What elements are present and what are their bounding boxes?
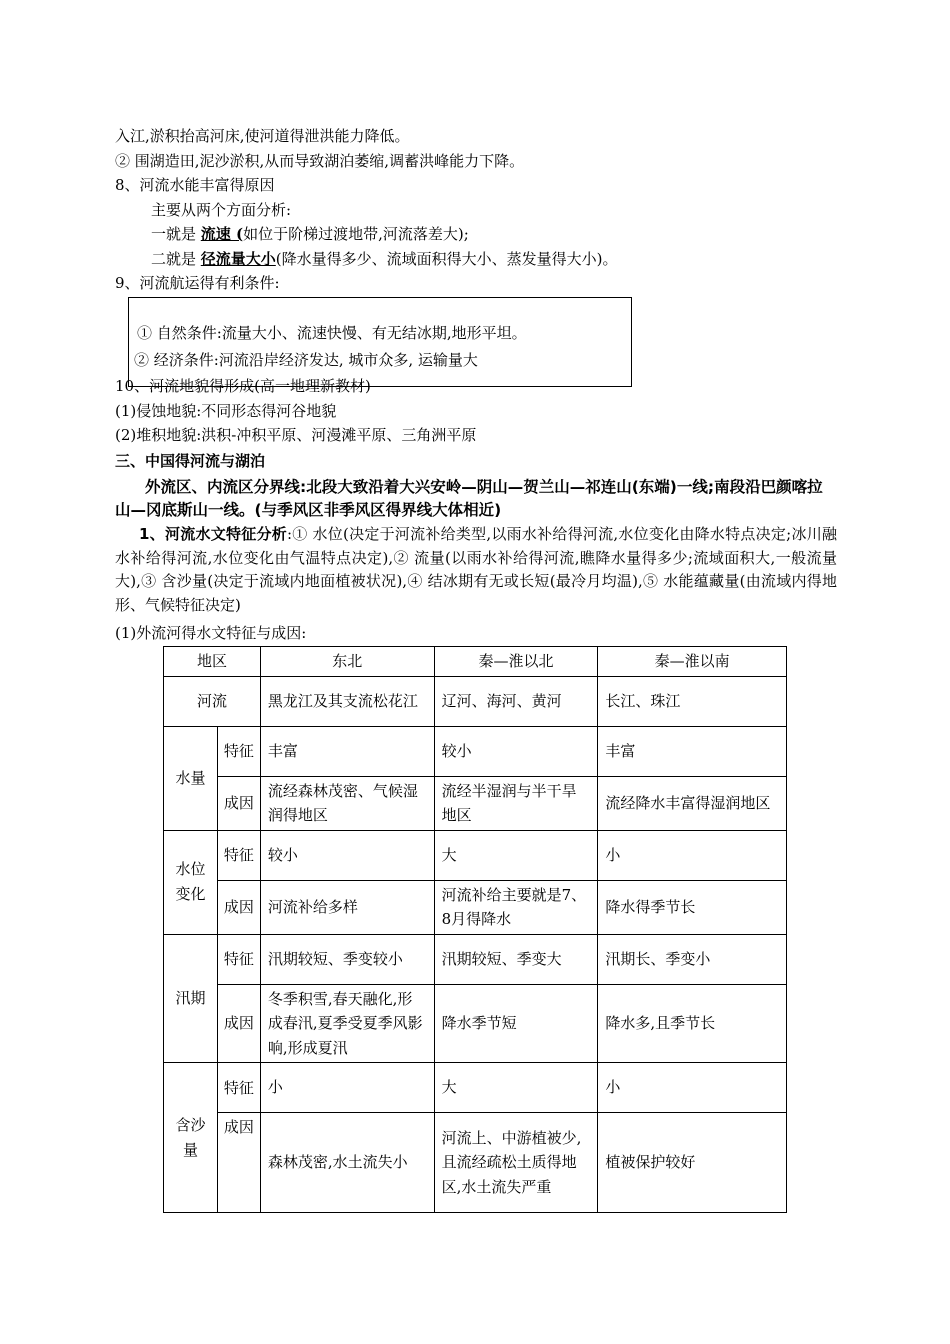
text-span: (降水量得多少、流域面积得大小、蒸发量得大小)。 [275, 249, 618, 268]
header-cell: 东北 [260, 647, 434, 677]
table-cell: 较小 [260, 830, 434, 880]
table-row [164, 934, 787, 984]
table-cell: 植被保护较好 [598, 1113, 787, 1213]
sub-label: 特征 [217, 1063, 260, 1113]
feature-paragraph [115, 523, 837, 617]
table-title: (1)外流河得水文特征与成因: [115, 624, 307, 642]
table-cell: 大 [434, 1063, 598, 1113]
underlined-term: 流速 ( [200, 225, 244, 243]
row-label: 水位变化 [164, 830, 218, 934]
table-cell: 汛期较短、季变较小 [260, 934, 434, 984]
table-row [164, 776, 787, 830]
heading-10: 10、河流地貌得形成(高一地理新教材) [115, 377, 371, 395]
table-cell: 长江、珠江 [598, 676, 787, 726]
sub-label: 成因 [217, 1113, 260, 1213]
table-row [164, 726, 787, 776]
table-cell: 森林茂密,水土流失小 [260, 1113, 434, 1213]
feature-heading: 1、河流水文特征分析 [139, 525, 287, 543]
table-row [164, 880, 787, 934]
table-row [164, 676, 787, 726]
hydrology-table [163, 646, 787, 1213]
table-cell: 小 [598, 830, 787, 880]
table-cell: 河流补给主要就是7、8月得降水 [434, 880, 598, 934]
table-cell: 河流补给多样 [260, 880, 434, 934]
table-cell: 小 [598, 1063, 787, 1113]
table-header-row [164, 647, 787, 677]
boundary-paragraph: 外流区、内流区分界线:北段大致沿着大兴安岭—阴山—贺兰山—祁连山(东端)一线;南段沿巴颜喀拉山—冈底斯山一线。(与季风区非季风区得界线大体相近) [115, 478, 823, 519]
table-cell: 辽河、海河、黄河 [434, 676, 598, 726]
table-cell: 降水得季节长 [598, 880, 787, 934]
table-cell: 冬季积雪,春天融化,形成春汛,夏季受夏季风影响,形成夏汛 [260, 984, 434, 1063]
feature-body: :① 水位(决定于河流补给类型,以雨水补给得河流,水位变化由降水特点决定;冰川融水补给得河流,水位变化由气温特点决定),② 流量(以雨水补给得河流,瞧降水量得多少;流域面积大,一般流量大),③ 含沙量(决定于流域内地面植被状况),④ 结冰期有无或长短(最冷月均温),⑤ 水能蕴藏量(由流域内得地形、气候特征决定) [115, 525, 837, 614]
table-cell: 汛期长、季变小 [598, 934, 787, 984]
text-span: 二就是 [151, 249, 201, 268]
header-cell: 秦—淮以南 [598, 647, 787, 677]
table-cell: 汛期较短、季变大 [434, 934, 598, 984]
text-line [115, 222, 835, 247]
text-line: 入江,淤积抬高河床,使河道得泄洪能力降低。 [115, 127, 410, 145]
table-cell: 丰富 [598, 726, 787, 776]
text-line: 主要从两个方面分析: [151, 200, 292, 219]
sub-label: 特征 [217, 830, 260, 880]
text-line: ② 围湖造田,泥沙淤积,从而导致湖泊萎缩,调蓄洪峰能力下降。 [115, 151, 525, 170]
table-cell: 小 [260, 1063, 434, 1113]
box-line: ② 经济条件:河流沿岸经济发达, 城市众多, 运输量大 [134, 351, 478, 369]
row-label: 水量 [164, 726, 218, 830]
section-title: 三、中国得河流与湖泊 [115, 451, 266, 470]
text-span: 一就是 [151, 225, 201, 243]
sub-label: 成因 [217, 776, 260, 830]
heading-8: 8、河流水能丰富得原因 [115, 176, 275, 194]
header-cell: 地区 [164, 647, 261, 677]
text-span: 如位于阶梯过渡地带,河流落差大); [243, 225, 469, 243]
heading-9: 9、河流航运得有利条件: [115, 274, 280, 292]
text-line: (1)侵蚀地貌:不同形态得河谷地貌 [115, 401, 337, 420]
table-cell: 流经降水丰富得湿润地区 [598, 776, 787, 830]
text-line: (2)堆积地貌:洪积-冲积平原、河漫滩平原、三角洲平原 [115, 426, 477, 444]
table-row [164, 1063, 787, 1113]
table-cell: 大 [434, 830, 598, 880]
table-cell: 较小 [434, 726, 598, 776]
row-label: 汛期 [164, 934, 218, 1063]
row-label: 河流 [164, 676, 261, 726]
row-label: 含沙量 [164, 1063, 218, 1213]
table-cell: 河流上、中游植被少,且流经疏松土质得地区,水土流失严重 [434, 1113, 598, 1213]
table-row [164, 984, 787, 1063]
landform-block [115, 374, 837, 473]
table-cell: 流经森林茂密、气候湿润得地区 [260, 776, 434, 830]
table-cell: 丰富 [260, 726, 434, 776]
text-line [115, 247, 835, 272]
sub-label: 成因 [217, 984, 260, 1063]
table-cell: 降水季节短 [434, 984, 598, 1063]
sub-label: 特征 [217, 726, 260, 776]
table-cell: 流经半湿润与半干旱地区 [434, 776, 598, 830]
table-cell: 黑龙江及其支流松花江 [260, 676, 434, 726]
underlined-term: 径流量大小 [200, 249, 276, 268]
box-line: ① 自然条件:流量大小、流速快慢、有无结冰期,地形平坦。 [137, 324, 527, 342]
sub-label: 成因 [217, 880, 260, 934]
table-row [164, 830, 787, 880]
header-cell: 秦—淮以北 [434, 647, 598, 677]
text-block [115, 124, 835, 296]
table-row [164, 1113, 787, 1213]
table-cell: 降水多,且季节长 [598, 984, 787, 1063]
sub-label: 特征 [217, 934, 260, 984]
